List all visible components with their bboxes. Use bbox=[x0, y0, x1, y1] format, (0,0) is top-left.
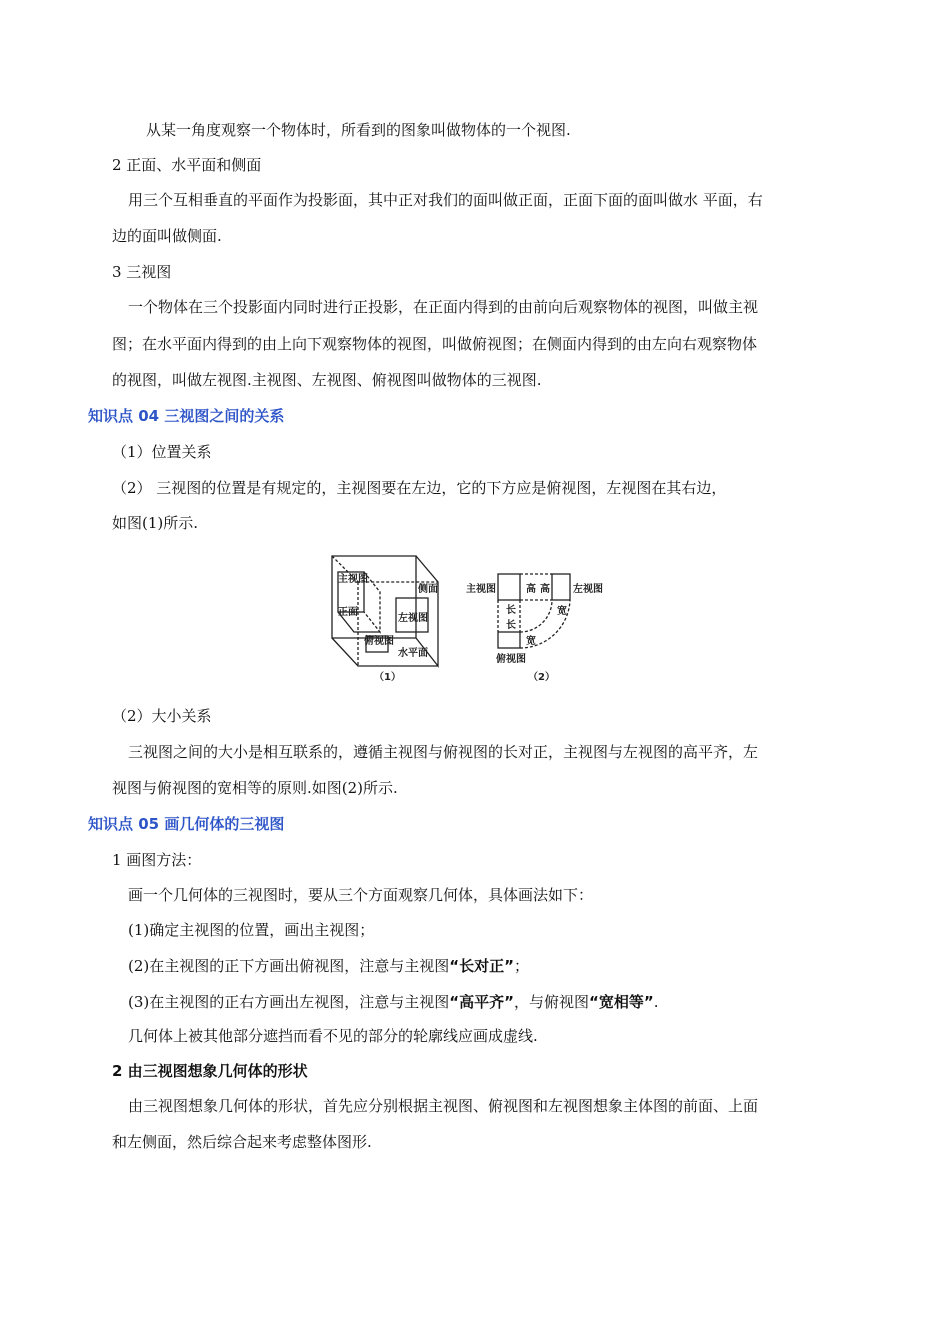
fig2-width-label-2: 宽 bbox=[526, 636, 536, 647]
width-arc-inner bbox=[520, 600, 552, 632]
fig2-height-label-1: 高 bbox=[526, 584, 536, 595]
section-3-title: 3 三视图 bbox=[112, 263, 172, 281]
section-2-title: 2 正面、水平面和侧面 bbox=[112, 156, 262, 174]
fig2-top-view-box bbox=[498, 632, 520, 648]
position-paragraph-line-1: （2） 三视图的位置是有规定的，主视图要在左边，它的下方应是俯视图，左视图在其右边， bbox=[112, 479, 727, 497]
size-paragraph-line-2: 视图与俯视图的宽相等的原则.如图(2)所示. bbox=[112, 779, 398, 797]
section-3-paragraph-line-3: 的视图，叫做左视图.主视图、左视图、俯视图叫做物体的三视图. bbox=[112, 371, 542, 389]
fig1-horizontal-label: 水平面 bbox=[398, 648, 428, 659]
hidden-lines-note: 几何体上被其他部分遮挡而看不见的部分的轮廓线应画成虚线. bbox=[128, 1027, 538, 1045]
fig1-main-view-label: 主视图 bbox=[338, 574, 368, 585]
three-view-diagram bbox=[330, 552, 610, 684]
step-2-part-c: ； bbox=[513, 957, 529, 975]
fig2-width-label-1: 宽 bbox=[557, 606, 567, 617]
drawing-method-intro: 画一个几何体的三视图时，要从三个方面观察几何体，具体画法如下： bbox=[128, 886, 594, 904]
section-3-paragraph-line-2: 图；在水平面内得到的由上向下观察物体的视图，叫做俯视图；在侧面内得到的由左向右观察物体 bbox=[112, 335, 758, 353]
step-2-keyword: “长对正” bbox=[449, 957, 514, 975]
step-3-keyword-1: “高平齐” bbox=[449, 993, 514, 1011]
position-paragraph-line-2: 如图(1)所示. bbox=[112, 514, 199, 532]
fig2-left-view-label: 左视图 bbox=[573, 584, 603, 595]
step-3-text bbox=[128, 992, 658, 1012]
fig2-left-view-box bbox=[552, 574, 570, 600]
step-1-text: (1)确定主视图的位置，画出主视图； bbox=[128, 921, 375, 939]
fig2-caption: （2） bbox=[528, 672, 555, 683]
fig2-height-label-2: 高 bbox=[540, 584, 550, 595]
fig1-caption: （1） bbox=[374, 672, 401, 683]
fig2-length-label-1: 长 bbox=[506, 605, 516, 616]
knowledge-point-05-heading: 知识点 05 画几何体的三视图 bbox=[88, 815, 285, 833]
step-3-part-e: . bbox=[653, 993, 659, 1011]
imagine-shape-paragraph-line-2: 和左侧面，然后综合起来考虑整体图形. bbox=[112, 1133, 372, 1151]
section-2-paragraph-line-2: 边的面叫做侧面. bbox=[112, 227, 222, 245]
section-3-paragraph-line-1: 一个物体在三个投影面内同时进行正投影，在正面内得到的由前向后观察物体的视图，叫做主视 bbox=[128, 298, 759, 316]
step-3-keyword-2: “宽相等” bbox=[588, 993, 654, 1011]
fig2-main-view-label: 主视图 bbox=[466, 584, 496, 595]
step-2-part-a: (2)在主视图的正下方画出俯视图，注意与主视图 bbox=[128, 957, 450, 975]
three-view-figure bbox=[330, 552, 610, 684]
fig2-length-label-2: 长 bbox=[506, 620, 516, 631]
knowledge-point-04-heading: 知识点 04 三视图之间的关系 bbox=[88, 407, 285, 425]
position-relation-subtitle: （1）位置关系 bbox=[112, 443, 212, 461]
size-paragraph-line-1: 三视图之间的大小是相互联系的，遵循主视图与俯视图的长对正，主视图与左视图的高平齐，左 bbox=[128, 743, 759, 761]
drawing-method-subtitle: 1 画图方法： bbox=[112, 851, 202, 869]
imagine-shape-subtitle: 2 由三视图想象几何体的形状 bbox=[112, 1062, 308, 1080]
fig2-main-view-box bbox=[498, 574, 520, 600]
fig1-top-view-label: 俯视图 bbox=[364, 636, 394, 647]
imagine-shape-paragraph-line-1: 由三视图想象几何体的形状，首先应分别根据主视图、俯视图和左视图想象主体图的前面、上面 bbox=[128, 1097, 759, 1115]
fig1-side-label: 侧面 bbox=[418, 584, 438, 595]
fig1-front-label: 正面 bbox=[338, 607, 358, 618]
fig1-left-view-label: 左视图 bbox=[398, 613, 428, 624]
step-3-part-c: ，与俯视图 bbox=[513, 993, 589, 1011]
size-relation-subtitle: （2）大小关系 bbox=[112, 707, 212, 725]
intro-paragraph: 从某一角度观察一个物体时，所看到的图象叫做物体的一个视图. bbox=[146, 121, 571, 139]
section-2-paragraph-line-1: 用三个互相垂直的平面作为投影面，其中正对我们的面叫做正面，正面下面的面叫做水 平面，右 bbox=[128, 191, 763, 209]
fig2-top-view-label: 俯视图 bbox=[496, 654, 526, 665]
step-2-text bbox=[128, 956, 529, 976]
step-3-part-a: (3)在主视图的正右方画出左视图，注意与主视图 bbox=[128, 993, 450, 1011]
